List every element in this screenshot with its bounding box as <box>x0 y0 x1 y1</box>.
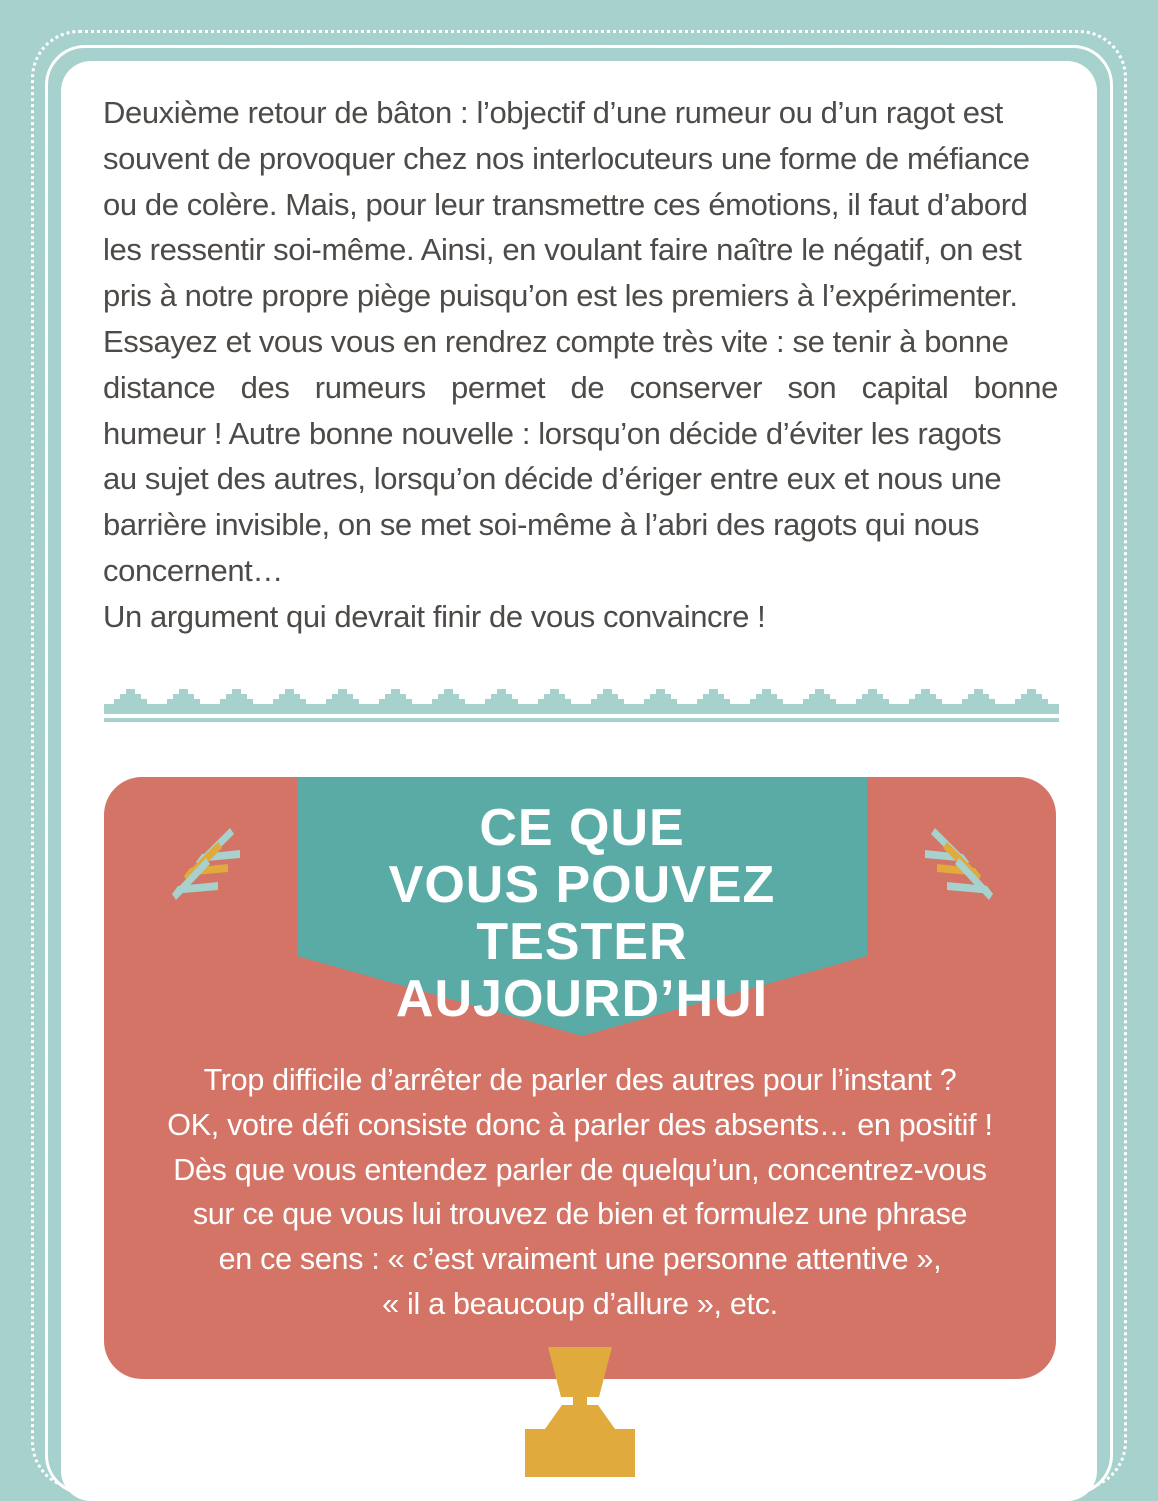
challenge-text-line: sur ce que vous lui trouvez de bien et formulez une phrase <box>192 1197 968 1232</box>
chevron-arrows-right-icon <box>905 818 1005 918</box>
article-line: Deuxième retour de bâton : l’objectif d’une rumeur ou d’un ragot est <box>103 95 1003 130</box>
article-line: les ressentir soi-même. Ainsi, en voulant faire naître le négatif, on est <box>103 232 1022 268</box>
zigzag-divider <box>104 684 1059 724</box>
article-line: barrière invisible, on se met soi-même à l’abri des ragots qui nous <box>103 507 980 543</box>
challenge-title-line: VOUS POUVEZ TESTER <box>388 856 776 971</box>
challenge-text-line: Dès que vous entendez parler de quelqu’un, concentrez-vous <box>173 1152 987 1187</box>
challenge-text-line: OK, votre défi consiste donc à parler des absents… en positif ! <box>167 1107 993 1142</box>
article-line: ou de colère. Mais, pour leur transmettre ces émotions, il faut d’abord <box>103 186 1028 222</box>
challenge-title-line: CE QUE <box>479 799 685 857</box>
challenge-text <box>130 1058 1030 1327</box>
challenge-text-line: Trop difficile d’arrêter de parler des autres pour l’instant ? <box>203 1063 957 1097</box>
article-line: humeur ! Autre bonne nouvelle : lorsqu’on décide d’éviter les ragots <box>103 415 1002 451</box>
challenge-title-line: AUJOURD’HUI <box>395 970 769 1028</box>
challenge-text-line: en ce sens : « c’est vraiment une personne attentive », <box>218 1242 942 1277</box>
challenge-title <box>297 800 867 1028</box>
article-paragraph <box>103 90 1058 640</box>
totem-arrow-icon <box>505 1345 655 1477</box>
chevron-arrows-left-icon <box>160 818 260 918</box>
article-line: distance des rumeurs permet de conserver son capital bonne <box>103 369 1058 405</box>
article-line: Essayez et vous vous en rendrez compte très vite : se tenir à bonne <box>103 323 1009 359</box>
article-line: pris à notre propre piège puisqu’on est les premiers à l’expérimenter. <box>103 278 1018 314</box>
closing-line: Un argument qui devrait finir de vous convaincre ! <box>103 598 766 634</box>
challenge-text-line: « il a beaucoup d’allure », etc. <box>382 1286 778 1321</box>
article-line: au sujet des autres, lorsqu’on décide d’ériger entre eux et nous une <box>103 461 1002 497</box>
article-line: concernent… <box>103 552 283 588</box>
article-line: souvent de provoquer chez nos interlocuteurs une forme de méfiance <box>103 140 1030 176</box>
